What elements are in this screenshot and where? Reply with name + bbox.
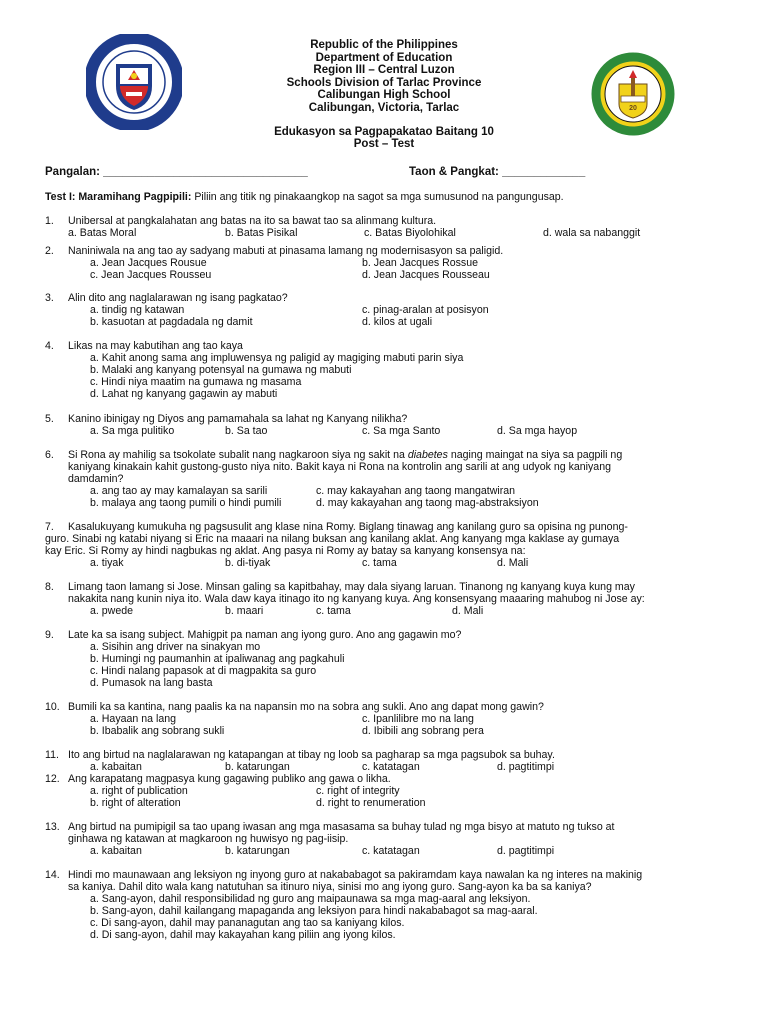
option: d. Di sang-ayon, dahil may kakayahan kang piliin ang iyong kilos. (90, 929, 396, 941)
question-text: sa kaniya. Dahil dito wala kang natutuhan sa itinuro niya, sinisi mo ang iyong guro. Sang-ayon ka ba sa kaniya? (68, 881, 592, 893)
question-number: 9. (45, 629, 54, 641)
question-number: 12. (45, 773, 60, 785)
name-field[interactable]: Pangalan: ________________________________ (45, 166, 308, 178)
option: a. Hayaan na lang (90, 713, 176, 725)
option: b. Sa tao (225, 425, 268, 437)
subject-title: Edukasyon sa Pagpapakatao Baitang 10 (274, 126, 494, 138)
question-text: Kanino ibinigay ng Diyos ang pamamahala sa lahat ng Kanyang nilikha? (68, 413, 408, 425)
option: c. Sa mga Santo (362, 425, 441, 437)
option: c. pinag-aralan at posisyon (362, 304, 489, 316)
question-text: Ito ang birtud na naglalarawan ng katapangan at tibay ng loob sa pagharap sa mga pagsubok sa buhay. (68, 749, 555, 761)
question-number: 5. (45, 413, 54, 425)
option: b. right of alteration (90, 797, 181, 809)
question-emphasis: diabetes (407, 449, 448, 461)
option: c. Hindi niya maatim na gumawa ng masama (90, 376, 302, 388)
svg-text:20: 20 (629, 105, 637, 112)
option: c. Ipanlilibre mo na lang (362, 713, 474, 725)
option: c. Di sang-ayon, dahil may pananagutan ang tao sa kaniyang kilos. (90, 917, 405, 929)
question-text: Late ka sa isang subject. Mahigpit pa naman ang iyong guro. Ano ang gagawin mo? (68, 629, 462, 641)
question-number: 2. (45, 245, 54, 257)
option: a. kabaitan (90, 761, 142, 773)
question-number: 7. (45, 521, 54, 533)
question-text-part: naging maingat na siya sa pagpili ng (450, 449, 623, 461)
question-number: 1. (45, 215, 54, 227)
question-text: Kasalukuyang kumukuha ng pagsusulit ang klase nina Romy. Biglang tinawag ang kanilang guro sa opisina ng punong- (68, 521, 628, 533)
question-text: Unibersal at pangkalahatan ang batas na ito sa bawat tao sa alinmang kultura. (68, 215, 437, 227)
question-text: Alin dito ang naglalarawan ng isang pagkatao? (68, 292, 288, 304)
question-number: 8. (45, 581, 54, 593)
option: d. Mali (497, 557, 529, 569)
option: c. katatagan (362, 845, 420, 857)
test-type: Post – Test (353, 138, 415, 150)
option: c. tama (316, 605, 351, 617)
option: a. Sang-ayon, dahil responsibilidad ng guro ang maipaunawa sa mga mag-aaral ang leksiyon. (90, 893, 531, 905)
option: a. Jean Jacques Rousue (90, 257, 207, 269)
question-text: Likas na may kabutihan ang tao kaya (68, 340, 243, 352)
option: c. Hindi nalang papasok at di magpakita sa guro (90, 665, 317, 677)
option: a. Kahit anong sama ang impluwensya ng paligid ay magiging mabuti parin siya (90, 352, 464, 364)
option: b. Ibabalik ang sobrang sukli (90, 725, 225, 737)
option: d. may kakayahan ang taong mag-abstraksiyon (316, 497, 539, 509)
option: d. Ibibili ang sobrang pera (362, 725, 484, 737)
option: d. Mali (452, 605, 484, 617)
option: a. Batas Moral (68, 227, 137, 239)
option: d. Sa mga hayop (497, 425, 578, 437)
header-address: Calibungan, Victoria, Tarlac (308, 102, 460, 114)
question-number: 11. (45, 749, 59, 761)
option: b. di-tiyak (225, 557, 271, 569)
option: b. katarungan (225, 845, 290, 857)
question-text: Limang taon lamang si Jose. Minsan galing sa kapitbahay, may dala siyang laruan. Tinanong ng kanyang kuya kung may (68, 581, 635, 593)
option: d. Pumasok na lang basta (90, 677, 213, 689)
option: d. wala sa nabanggit (543, 227, 641, 239)
option: a. tindig ng katawan (90, 304, 185, 316)
year-section-field[interactable]: Taon & Pangkat: _____________ (409, 166, 586, 178)
question-text: Hindi mo maunawaan ang leksiyon ng inyong guro at nakababagot sa pakiramdam kaya nawalan ka ng interes na makinig (68, 869, 643, 881)
question-text: nakakita nang kunin niya ito. Wala daw kaya itinago ito ng kanyang kuya. Ang konsensyang maaaring mahubog ni Jose ay: (68, 593, 645, 605)
option: c. tama (362, 557, 397, 569)
option: c. right of integrity (316, 785, 400, 797)
option: b. Sang-ayon, dahil kailangang mapaganda ang leksiyon para hindi nakababagot sa mag-aaral. (90, 905, 538, 917)
option: d. right to renumeration (316, 797, 426, 809)
option: a. kabaitan (90, 845, 142, 857)
option: d. kilos at ugali (362, 316, 433, 328)
header-republic: Republic of the Philippines (310, 39, 458, 51)
instructions-text: Piliin ang titik ng pinakaangkop na sagot sa mga sumusunod na pangungusap. (194, 191, 564, 203)
header-department: Department of Education (315, 52, 453, 64)
option: a. ang tao ay may kamalayan sa sarili (90, 485, 268, 497)
question-text: Bumili ka sa kantina, nang paalis ka na napansin mo na sobra ang sukli. Ano ang dapat mong gawin? (68, 701, 544, 713)
test-title: Test I: Maramihang Pagpipili: (45, 191, 192, 203)
option: d. Jean Jacques Rousseau (362, 269, 490, 281)
question-number: 4. (45, 340, 54, 352)
question-text: ginhawa ng katawan at magkaroon ng huwisyo ng pag-iisip. (68, 833, 349, 845)
question-text: kaniyang kinakain kahit gustong-gusto niya nito. Bakit kaya ni Rona na kontrolin ang sarili at ang udyok ng kaniyang (68, 461, 611, 473)
option: a. right of publication (90, 785, 188, 797)
option: a. Sisihin ang driver na sinakyan mo (90, 641, 261, 653)
option: b. Malaki ang kanyang potensyal na gumawa ng mabuti (90, 364, 352, 376)
option: c. Jean Jacques Rousseu (90, 269, 212, 281)
header-region: Region III – Central Luzon (313, 64, 455, 76)
option: b. maari (225, 605, 264, 617)
question-number: 14. (45, 869, 60, 881)
question-text: kay Eric. Si Romy ay hindi nagbukas ng aklat. Ang pasya ni Romy ay batay sa kanyang konsensya na: (45, 545, 526, 557)
option: a. Sa mga pulitiko (90, 425, 175, 437)
option: a. tiyak (90, 557, 124, 569)
question-number: 6. (45, 449, 54, 461)
option: c. may kakayahan ang taong mangatwiran (316, 485, 516, 497)
option: c. Batas Biyolohikal (364, 227, 456, 239)
header-division: Schools Division of Tarlac Province (286, 77, 482, 89)
question-text: damdamin? (68, 473, 124, 485)
option: b. Batas Pisikal (225, 227, 298, 239)
question-text: guro. Sinabi ng katabi niyang si Eric na maaari na nilang buksan ang kanilang aklat. Ang kanyang mga kaklase ay gumaya (45, 533, 620, 545)
option: b. malaya ang taong pumili o hindi pumili (90, 497, 282, 509)
option: a. pwede (90, 605, 133, 617)
question-text: Ang birtud na pumipigil sa tao upang iwasan ang mga masasama sa buhay tulad ng mga bisyo at matuto ng tukso at (68, 821, 615, 833)
instructions (45, 191, 564, 203)
question-text-part: Si Rona ay mahilig sa tsokolate subalit nang nagkaroon siya ng sakit na (68, 449, 405, 461)
option: d. Lahat ng kanyang gagawin ay mabuti (90, 388, 278, 400)
question-text (68, 450, 728, 462)
question-number: 13. (45, 821, 60, 833)
option: c. katatagan (362, 761, 420, 773)
option: b. Jean Jacques Rossue (362, 257, 479, 269)
question-number: 3. (45, 292, 54, 304)
header-school: Calibungan High School (317, 89, 451, 101)
question-number: 10. (45, 701, 60, 713)
option: d. pagtitimpi (497, 761, 555, 773)
question-text: Naniniwala na ang tao ay sadyang mabuti at pinasama lamang ng modernisasyon sa paligid. (68, 245, 504, 257)
option: b. kasuotan at pagdadala ng damit (90, 316, 253, 328)
option: b. Humingi ng paumanhin at ipaliwanag ang pagkahuli (90, 653, 345, 665)
question-text: Ang karapatang magpasya kung gagawing publiko ang gawa o likha. (68, 773, 391, 785)
option: b. katarungan (225, 761, 290, 773)
option: d. pagtitimpi (497, 845, 555, 857)
